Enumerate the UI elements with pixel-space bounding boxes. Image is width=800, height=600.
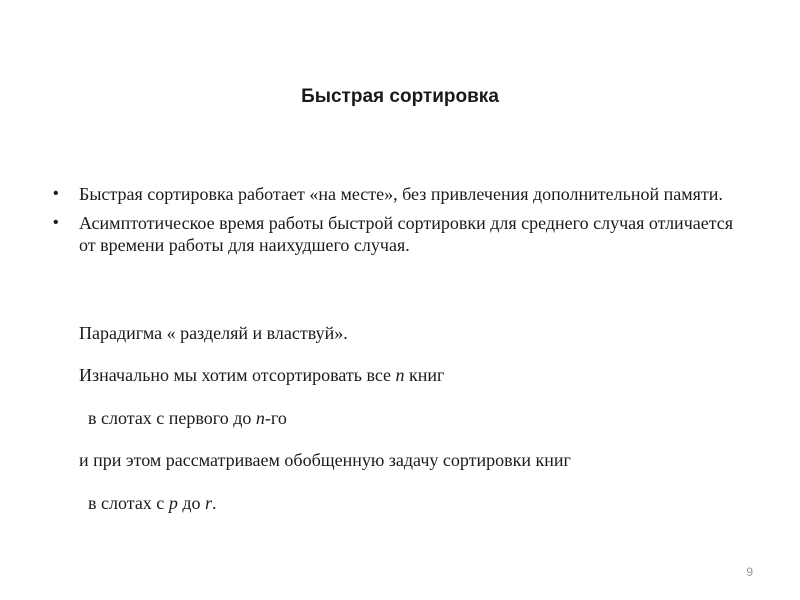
bullet-marker: • <box>53 185 59 202</box>
generalized-text: и при этом рассматриваем обобщенную задачу сортировки книг <box>79 450 571 470</box>
slots-pr-line <box>88 492 217 514</box>
bullet-text: Асимптотическое время работы быстрой сортировки для среднего случая отличается от времени работы для наихудшего случая. <box>79 213 734 255</box>
bullet-marker: • <box>53 214 59 231</box>
bullet-item-in-place <box>52 183 752 205</box>
slide-title: Быстрая сортировка <box>301 86 499 107</box>
variable-n: n <box>255 408 265 428</box>
variable-n: n <box>395 365 405 385</box>
initially-text: Изначально мы хотим отсортировать все <box>79 365 396 385</box>
slots-first-text: в слотах с первого до <box>88 408 256 428</box>
slots-first-text-end: -го <box>264 408 287 428</box>
initially-line <box>79 364 444 386</box>
bullet-list <box>52 183 752 263</box>
slots-pr-text-end: . <box>212 493 217 513</box>
page-number: 9 <box>746 565 753 579</box>
bullet-item-asymptotic <box>52 212 752 256</box>
paradigm-text: Парадигма « разделяй и властвуй». <box>79 323 348 343</box>
slots-pr-text: в слотах с <box>88 493 169 513</box>
paradigm-line <box>79 322 348 344</box>
variable-r: r <box>204 493 212 513</box>
slots-first-line <box>88 407 287 429</box>
generalized-line <box>79 449 571 471</box>
slots-pr-text-mid: до <box>177 493 205 513</box>
initially-text-end: книг <box>404 365 445 385</box>
variable-p: p <box>168 493 178 513</box>
bullet-text: Быстрая сортировка работает «на месте», без привлечения дополнительной памяти. <box>79 184 723 204</box>
